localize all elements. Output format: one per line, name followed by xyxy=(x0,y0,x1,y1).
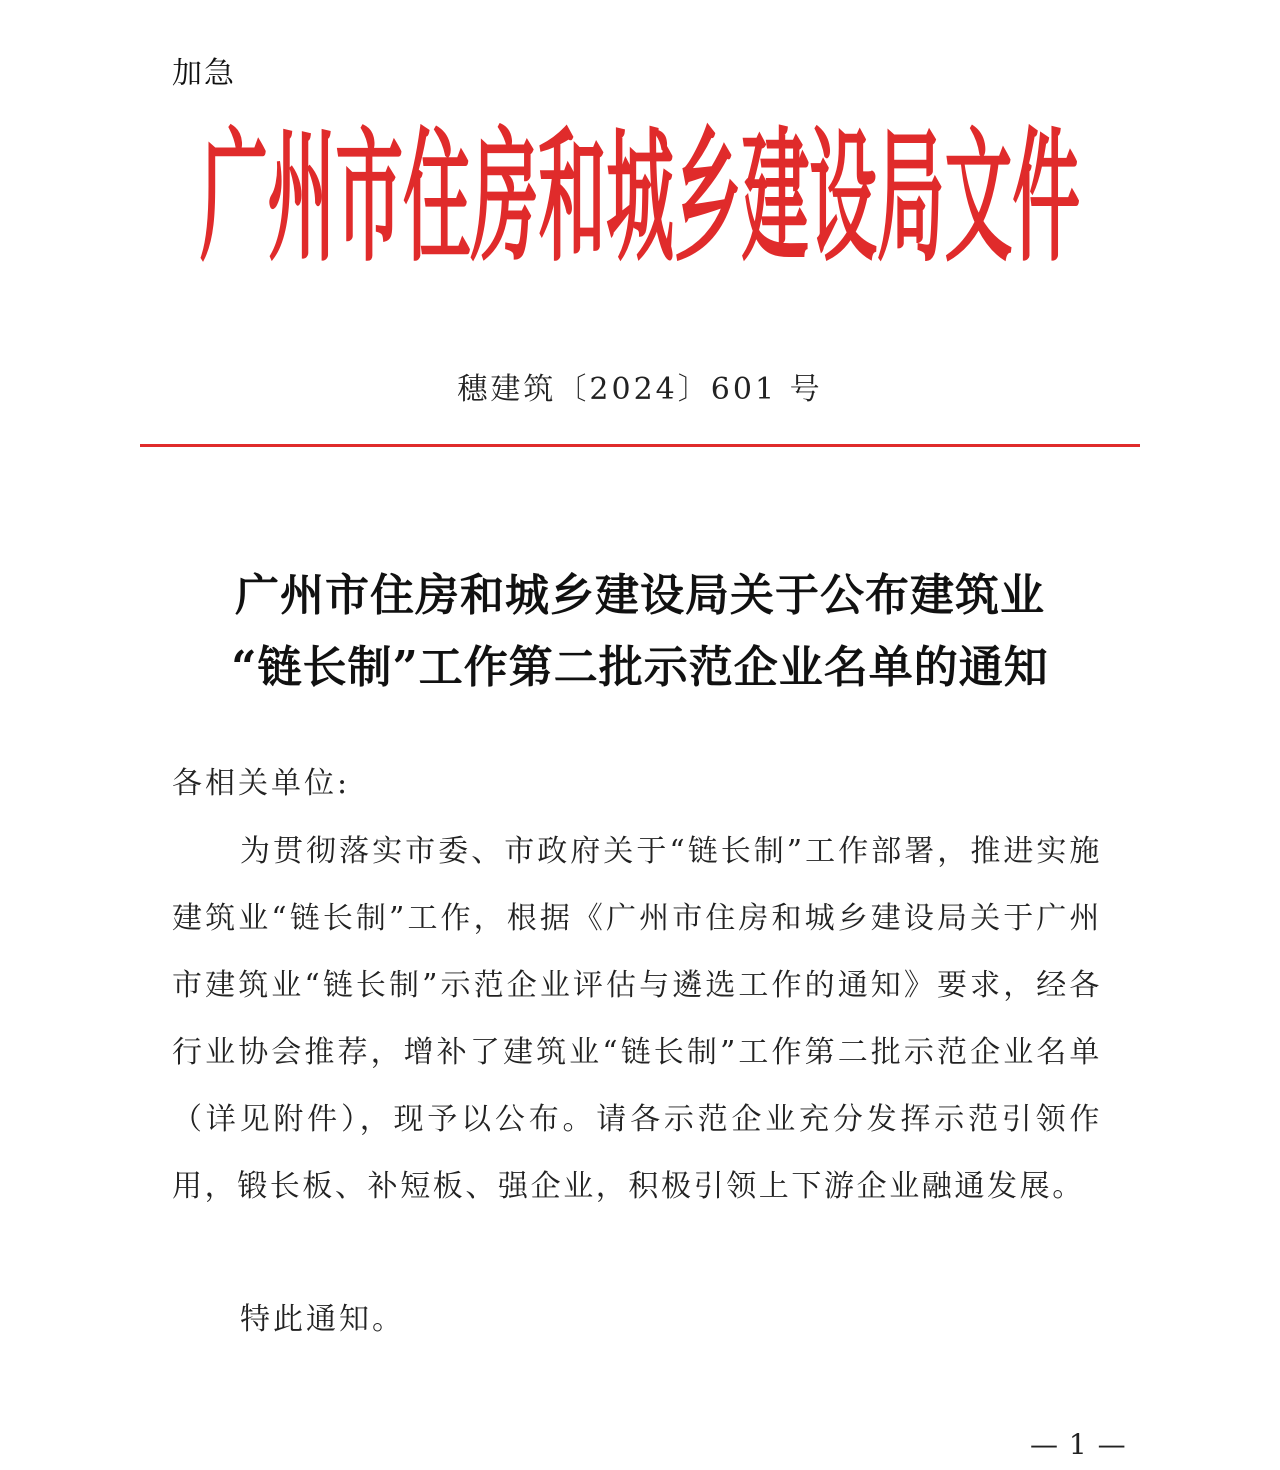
issuer-title-graphic xyxy=(0,118,1280,278)
notice-title xyxy=(0,560,1280,704)
issuer-title-text: 广州市住房和城乡建设局文件 xyxy=(199,118,1080,278)
notice-title-line-2: “链长制”工作第二批示范企业名单的通知 xyxy=(231,642,1049,693)
notice-paragraph: 为贯彻落实市委、市政府关于“链长制”工作部署，推进实施建筑业“链长制”工作，根据《广州市住房和城乡建设局关于广州市建筑业“链长制”示范企业评估与遴选工作的通知》要求，经各行业协会推荐，增补了建筑业“链长制”工作第二批示范企业名单（详见附件），现予以公布。请各示范企业充分发挥示范引领作用，锻长板、补短板、强企业，积极引领上下游企业融通发展。 xyxy=(172,834,1102,1204)
notice-body xyxy=(172,818,1102,1220)
document-number: 穗建筑〔2024〕601 号 xyxy=(457,372,823,407)
urgency-mark: 加急 xyxy=(172,56,236,91)
notice-title-line-1: 广州市住房和城乡建设局关于公布建筑业 xyxy=(235,570,1045,621)
red-divider-line xyxy=(140,444,1140,447)
salutation: 各相关单位: xyxy=(172,766,351,801)
page-number: — 1 — xyxy=(1030,1428,1127,1461)
issuer-title xyxy=(0,118,1280,278)
closing-line: 特此通知。 xyxy=(240,1302,405,1337)
